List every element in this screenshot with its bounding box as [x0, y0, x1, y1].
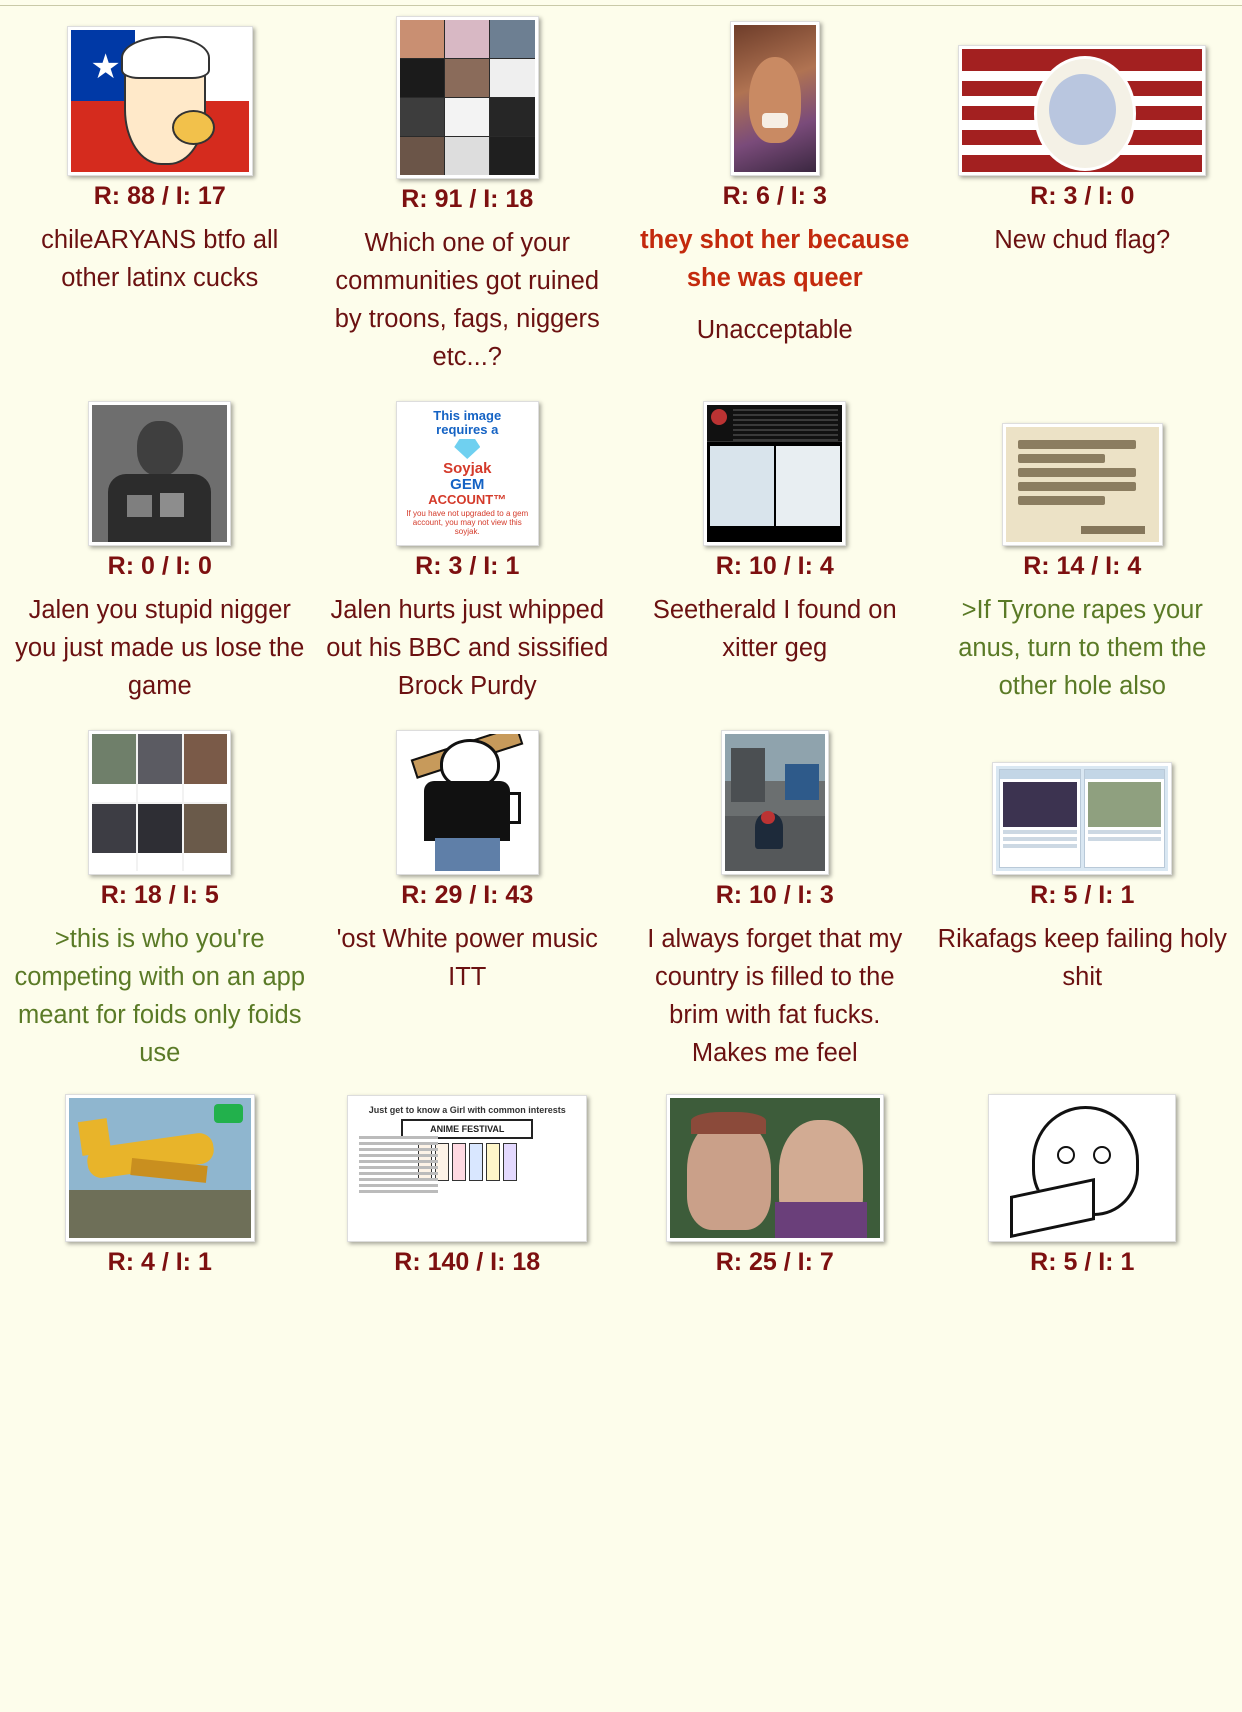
thread-thumbnail-wrap	[347, 1082, 587, 1242]
thread-stats: R: 14 / I: 4	[1023, 552, 1142, 580]
catalog-thread[interactable]	[314, 6, 622, 376]
thread-title[interactable]: >this is who you're competing with on an app meant for foids only foids use	[14, 925, 306, 1067]
thread-stats: R: 140 / I: 18	[394, 1248, 541, 1276]
street-photo-icon	[725, 734, 825, 871]
catalog-thread[interactable]	[6, 6, 314, 376]
thread-thumbnail[interactable]	[88, 401, 231, 546]
thread-thumbnail[interactable]	[396, 16, 539, 179]
thread-thumbnail[interactable]	[65, 1094, 255, 1242]
thread-thumbnail-wrap	[992, 715, 1172, 875]
thread-thumbnail-wrap	[666, 1082, 884, 1242]
catalog-thread[interactable]	[314, 705, 622, 1072]
catalog-thread[interactable]	[6, 705, 314, 1072]
thread-thumbnail-wrap	[721, 715, 829, 875]
thread-title[interactable]: 'ost White power music ITT	[336, 925, 598, 991]
thread-thumbnail-wrap	[88, 715, 231, 875]
gem-account-notice-icon: This image requires a Soyjak GEM ACCOUNT™ If you have not upgraded to a gem account, you may not view this soyjak.	[400, 405, 535, 542]
thread-stats: R: 88 / I: 17	[93, 182, 226, 210]
thread-stats: R: 5 / I: 1	[1030, 1248, 1135, 1276]
thread-title[interactable]: I always forget that my country is filled to the brim with fat fucks. Makes me feel	[647, 925, 903, 1067]
thread-thumbnail-wrap	[88, 386, 231, 546]
anime-fest-guide-icon: Just get to know a Girl with common interests ANIME FESTIVAL	[351, 1099, 583, 1238]
thread-title[interactable]: Which one of your communities got ruined by troons, fags, niggers etc...?	[334, 229, 600, 371]
catalog-thread[interactable]	[314, 1072, 622, 1287]
maga-flag-icon	[962, 49, 1202, 172]
thread-stats: R: 6 / I: 3	[722, 182, 827, 210]
thread-thumbnail-wrap	[396, 386, 539, 546]
thread-thumbnail-wrap	[988, 1082, 1176, 1242]
thread-stats: R: 25 / I: 7	[715, 1248, 834, 1276]
skinhead-wojak-icon	[400, 734, 535, 871]
thread-stats: R: 91 / I: 18	[401, 185, 534, 213]
twitter-screenshot-icon	[707, 405, 842, 542]
thread-stats: R: 29 / I: 43	[401, 881, 534, 909]
catalog-thread[interactable]	[621, 705, 929, 1072]
thread-stats: R: 3 / I: 1	[415, 552, 520, 580]
thread-thumbnail-wrap	[65, 1082, 255, 1242]
catalog-thread[interactable]	[621, 6, 929, 376]
thread-title[interactable]: they shot her because she was queer	[640, 226, 910, 292]
thread-thumbnail-wrap	[703, 386, 846, 546]
thread-thumbnail-wrap	[396, 16, 539, 179]
thread-stats: R: 10 / I: 4	[715, 552, 834, 580]
crashed-plane-photo-icon	[69, 1098, 251, 1238]
thread-stats: R: 18 / I: 5	[100, 881, 219, 909]
thread-thumbnail[interactable]	[988, 1094, 1176, 1242]
dating-app-grid-icon	[92, 734, 227, 871]
catalog-thread[interactable]	[929, 705, 1237, 1072]
catalog-thread[interactable]	[314, 376, 622, 705]
thread-thumbnail[interactable]	[703, 401, 846, 546]
thread-thumbnail[interactable]	[958, 45, 1206, 176]
thread-title[interactable]: Jalen you stupid nigger you just made us lose the game	[15, 596, 305, 700]
forum-screenshot-pair-icon	[996, 766, 1168, 871]
thread-stats: R: 4 / I: 1	[107, 1248, 212, 1276]
thread-stats: R: 0 / I: 0	[107, 552, 212, 580]
thread-stats: R: 5 / I: 1	[1030, 881, 1135, 909]
thread-thumbnail[interactable]	[721, 730, 829, 875]
reading-wojak-icon	[992, 1098, 1172, 1238]
thread-thumbnail[interactable]	[1002, 423, 1163, 546]
selfie-photo-icon	[734, 25, 816, 172]
image-collage-icon	[400, 20, 535, 175]
catalog-thread[interactable]	[621, 376, 929, 705]
catalog-grid	[0, 6, 1242, 1287]
thread-thumbnail[interactable]	[730, 21, 820, 176]
catalog-thread[interactable]	[929, 376, 1237, 705]
thread-stats: R: 10 / I: 3	[715, 881, 834, 909]
thread-subtitle: Unacceptable	[696, 316, 853, 344]
bw-man-photo-icon	[92, 405, 227, 542]
thread-stats: R: 3 / I: 0	[1030, 182, 1135, 210]
bible-verse-scroll-icon	[1006, 427, 1159, 542]
couple-photo-icon	[670, 1098, 880, 1238]
thread-thumbnail-wrap	[730, 16, 820, 176]
thread-thumbnail[interactable]	[396, 401, 539, 546]
thread-thumbnail[interactable]	[347, 1095, 587, 1242]
catalog-thread[interactable]	[929, 6, 1237, 376]
thread-title[interactable]: Rikafags keep failing holy shit	[937, 925, 1227, 991]
catalog-thread[interactable]	[929, 1072, 1237, 1287]
catalog-thread[interactable]	[6, 1072, 314, 1287]
thread-thumbnail-wrap	[396, 715, 539, 875]
thread-title[interactable]: Jalen hurts just whipped out his BBC and sissified Brock Purdy	[326, 596, 609, 700]
thread-thumbnail[interactable]	[88, 730, 231, 875]
thread-title[interactable]: New chud flag?	[994, 226, 1171, 254]
thread-thumbnail[interactable]	[666, 1094, 884, 1242]
thread-thumbnail[interactable]	[67, 26, 253, 176]
chile-flag-anime-icon: ★	[71, 30, 249, 172]
thread-title[interactable]: chileARYANS btfo all other latinx cucks	[41, 226, 279, 292]
thread-thumbnail-wrap	[67, 16, 253, 176]
thread-title[interactable]: >If Tyrone rapes your anus, turn to them the other hole also	[958, 596, 1207, 700]
thread-thumbnail[interactable]	[992, 762, 1172, 875]
thread-thumbnail-wrap	[1002, 386, 1163, 546]
catalog-thread[interactable]	[621, 1072, 929, 1287]
thread-title[interactable]: Seetherald I found on xitter geg	[652, 596, 897, 662]
catalog-thread[interactable]	[6, 376, 314, 705]
thread-thumbnail-wrap	[958, 16, 1206, 176]
thread-thumbnail[interactable]	[396, 730, 539, 875]
